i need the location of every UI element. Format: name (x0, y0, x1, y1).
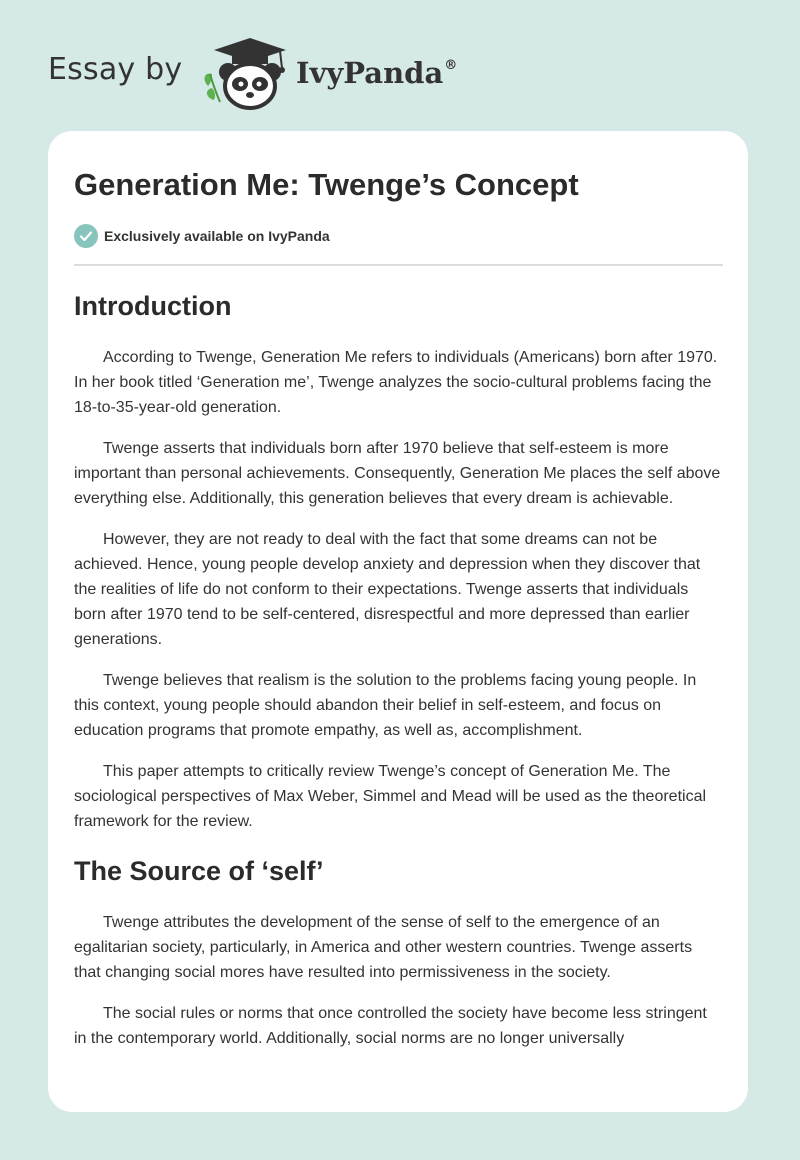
article-card (48, 131, 748, 1112)
paragraph: Twenge asserts that individuals born after 1970 believe that self-esteem is more important than personal achievements. Consequently, Generation Me places the self above everything else. Additionally, this generation believes that every dream is achievable. (74, 440, 721, 507)
page-title: Generation Me: Twenge’s Concept (74, 167, 579, 202)
site-header (48, 34, 488, 110)
paragraph: Twenge attributes the development of the sense of self to the emergence of an egalitarian society, particularly, in America and other western countries. Twenge asserts that changing social mores have resulted into permissiveness in the society. (74, 914, 693, 981)
section-heading-source-of-self: The Source of ‘self’ (74, 856, 324, 886)
panda-graduate-icon (200, 34, 292, 110)
divider (74, 264, 723, 266)
exclusive-badge (74, 223, 723, 249)
paragraph: However, they are not ready to deal with the fact that some dreams can not be achieved. Hence, young people develop anxiety and depression when they discover that the realities of life do not conform to their expectations. Twenge asserts that individuals born after 1970 tend to be self-centered, disrespectful and more depressed than earlier generations. (74, 531, 701, 648)
paragraph: The social rules or norms that once controlled the society have become less stringent in the contemporary world. Additionally, social norms are no longer universally (74, 1005, 707, 1047)
brand-name (296, 56, 457, 90)
paragraph: This paper attempts to critically review Twenge’s concept of Generation Me. The sociological perspectives of Max Weber, Simmel and Mead will be used as the theoretical framework for the review. (74, 763, 707, 830)
essay-by-label: Essay by (48, 52, 183, 87)
section-heading-introduction: Introduction (74, 291, 232, 321)
registered-mark: ® (444, 58, 458, 73)
check-circle-icon (74, 224, 98, 248)
paragraph: Twenge believes that realism is the solution to the problems facing young people. In this context, young people should abandon their belief in self-esteem, and focus on education programs that promote empathy, as well as, accomplishment. (74, 672, 697, 739)
article-body (74, 165, 723, 1051)
brand-text: IvyPanda (296, 56, 444, 90)
badge-label: Exclusively available on IvyPanda (104, 228, 330, 244)
paragraph: According to Twenge, Generation Me refers to individuals (Americans) born after 1970. In her book titled ‘Generation me’, Twenge analyzes the socio-cultural problems facing the 18-to-35-year-old generation. (74, 349, 718, 416)
